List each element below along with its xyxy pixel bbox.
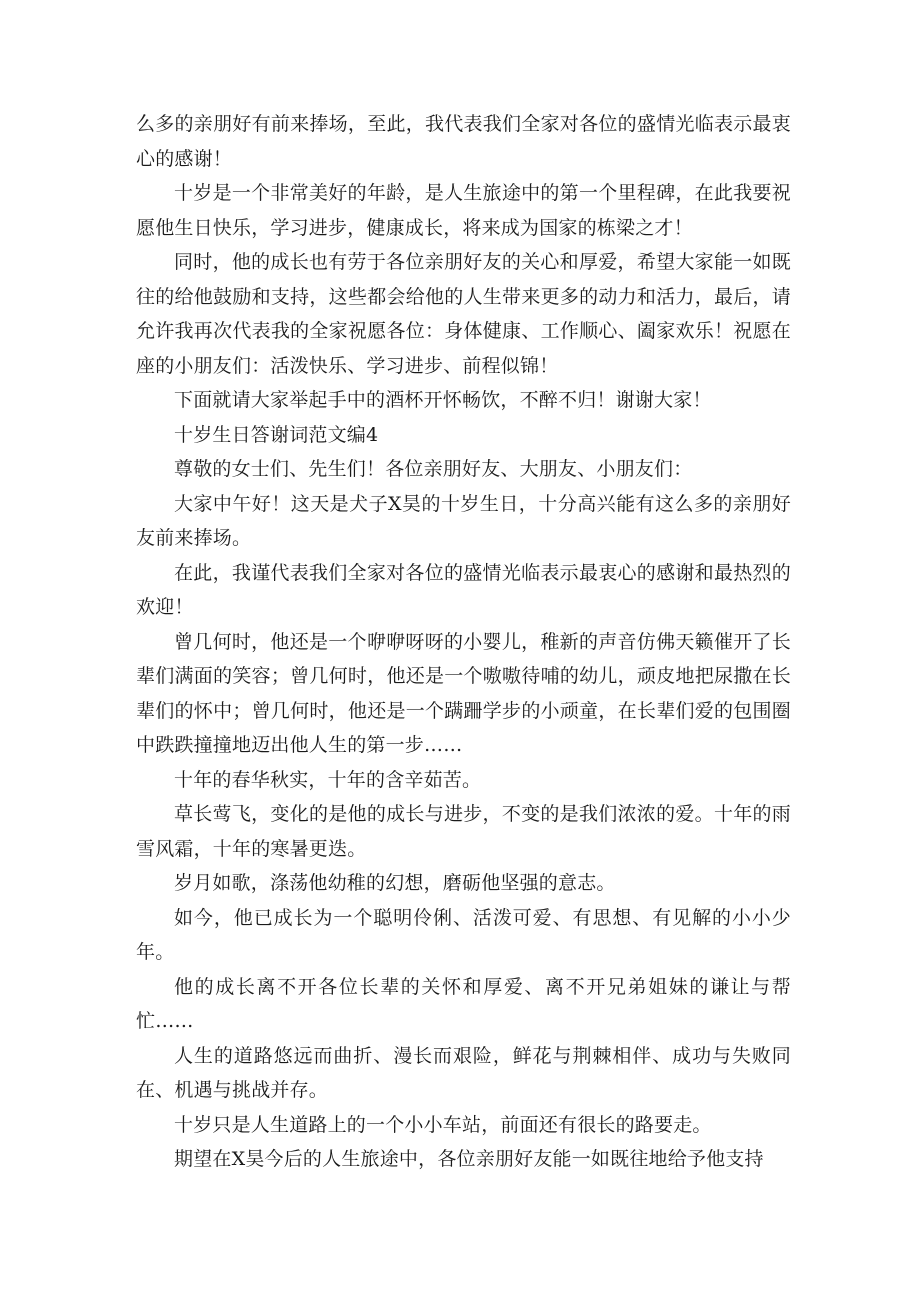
paragraph-hope: 期望在X昊今后的人生旅途中，各位亲朋好友能一如既往地给予他支持 [174,1148,764,1170]
salutation: 尊敬的女士们、先生们！各位亲朋好友、大朋友、小朋友们： [174,458,693,480]
paragraph-welcome: 在此，我谨代表我们全家对各位的盛情光临表示最衷心的感谢和最热烈的欢迎！ [136,561,791,618]
paragraph-childhood-memories: 曾几何时，他还是一个咿咿呀呀的小婴儿，稚新的声音仿佛天籁催开了长辈们满面的笑容；曾几何时，他还是一个嗷嗷待哺的幼儿，顽皮地把尿撒在长辈们的怀中；曾几何时，他还是一个蹒跚学步的小顽童，在长辈们爱的包围圈中跌跌撞撞地迈出他人生的第一步…… [136,630,791,756]
section-heading: 十岁生日答谢词范文编4 [174,423,379,446]
paragraph-greeting: 大家中午好！这天是犬子X昊的十岁生日，十分高兴能有这么多的亲朋好友前来捧场。 [136,492,791,549]
paragraph-small-station: 十岁只是人生道路上的一个小小车站，前面还有很长的路要走。 [174,1113,712,1136]
paragraph-thanks-to-friends: 同时，他的成长也有劳于各位亲朋好友的关心和厚爱，希望大家能一如既往的给他鼓励和支持，这些都会给他的人生带来更多的动力和活力，最后，请允许我再次代表我的全家祝愿各位：身体健康、工作顺心、阖家欢乐！祝愿在座的小朋友们：活泼快乐、学习进步、前程似锦！ [136,251,791,377]
paragraph-tenth-birthday-wishes: 十岁是一个非常美好的年龄，是人生旅途中的第一个里程碑，在此我要祝愿他生日快乐，学习进步，健康成长，将来成为国家的栋梁之才！ [136,182,791,239]
paragraph-life-road: 人生的道路悠远而曲折、漫长而艰险，鲜花与荆棘相伴、成功与失败同在、机遇与挑战并存。 [136,1044,791,1101]
paragraph-ten-years: 十年的春华秋实，十年的含辛茹苦。 [174,768,482,791]
paragraph-continued-thanks: 么多的亲朋好有前来捧场，至此，我代表我们全家对各位的盛情光临表示最衷心的感谢！ [136,113,791,170]
paragraph-growth-support: 他的成长离不开各位长辈的关怀和厚爱、离不开兄弟姐妹的谦让与帮忙…… [136,975,791,1032]
paragraph-changes-and-love: 草长莺飞，变化的是他的成长与进步，不变的是我们浓浓的爱。十年的雨雪风霜，十年的寒暑更迭。 [136,803,791,860]
paragraph-years-like-song: 岁月如歌，涤荡他幼稚的幻想，磨砺他坚强的意志。 [174,872,616,894]
paragraph-grown-up: 如今，他已成长为一个聪明伶俐、活泼可爱、有思想、有见解的小小少年。 [136,906,791,963]
document-body [136,107,791,1177]
paragraph-toast: 下面就请大家举起手中的酒杯开怀畅饮，不醉不归！谢谢大家！ [174,389,712,411]
